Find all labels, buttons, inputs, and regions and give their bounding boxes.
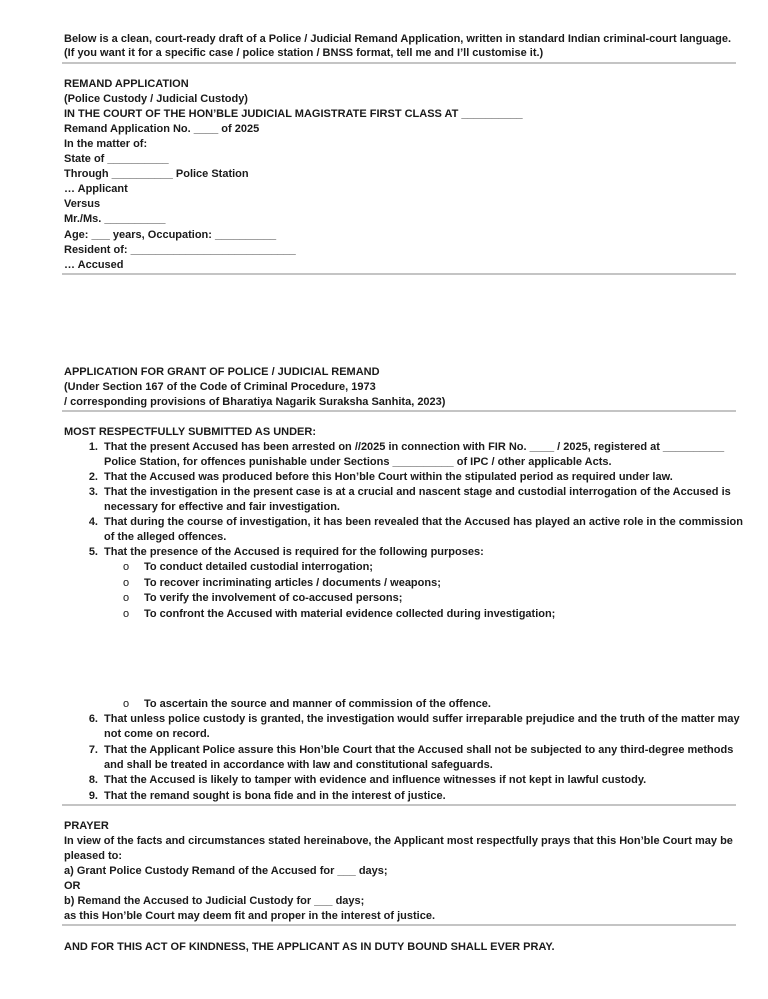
item-text: That during the course of investigation, it has been revealed that the Accused has played an active role in the commission <box>104 516 743 528</box>
document-title: REMAND APPLICATION <box>64 78 189 90</box>
item-text: That the investigation in the present case is at a crucial and nascent stage and custodial interrogation of the Accused is <box>104 486 731 498</box>
item-text: That the remand sought is bona fide and in the interest of justice. <box>104 790 446 802</box>
state-line: State of __________ <box>64 153 169 165</box>
item-text: That the present Accused has been arrested on //2025 in connection with FIR No. ____ / 2025, registered at __________ <box>104 441 725 453</box>
item-number: 7. <box>88 744 98 756</box>
prayer-closing: as this Hon’ble Court may deem fit and proper in the interest of justice. <box>64 910 436 922</box>
purpose-text: To confront the Accused with material evidence collected during investigation; <box>144 608 556 620</box>
divider <box>62 804 736 806</box>
accused-name-line: Mr./Ms. __________ <box>64 213 166 225</box>
custody-type: (Police Custody / Judicial Custody) <box>64 93 248 105</box>
divider <box>62 62 736 64</box>
bullet-marker: o <box>123 698 130 710</box>
item-number: 3. <box>88 486 98 498</box>
final-line: AND FOR THIS ACT OF KINDNESS, THE APPLICANT AS IN DUTY BOUND SHALL EVER PRAY. <box>64 941 555 953</box>
prayer-option-b: b) Remand the Accused to Judicial Custody for ___ days; <box>64 895 365 907</box>
item-text: That unless police custody is granted, the investigation would suffer irreparable prejudice and the truth of the matter may <box>104 713 740 725</box>
bullet-marker: o <box>123 561 130 573</box>
versus-label: Versus <box>64 198 101 210</box>
item-text-cont: of the alleged offences. <box>104 531 227 543</box>
applicant-label: … Applicant <box>64 183 128 195</box>
purpose-text: To conduct detailed custodial interrogation; <box>144 561 373 573</box>
court-name: IN THE COURT OF THE HON’BLE JUDICIAL MAGISTRATE FIRST CLASS AT __________ <box>64 108 523 120</box>
item-text: That the Applicant Police assure this Hon’ble Court that the Accused shall not be subjected to any third-degree methods <box>104 744 734 756</box>
prayer-text-cont: pleased to: <box>64 850 123 862</box>
divider <box>62 924 736 926</box>
item-text-cont: and shall be treated in accordance with law and constitutional safeguards. <box>104 759 493 771</box>
submissions-heading: MOST RESPECTFULLY SUBMITTED AS UNDER: <box>64 426 316 438</box>
in-the-matter: In the matter of: <box>64 138 148 150</box>
statute-line-2: / corresponding provisions of Bharatiya Nagarik Suraksha Sanhita, 2023) <box>64 396 446 408</box>
bullet-marker: o <box>123 577 130 589</box>
age-occupation-line: Age: ___ years, Occupation: __________ <box>64 229 277 241</box>
item-number: 1. <box>88 441 98 453</box>
residence-line: Resident of: ___________________________ <box>64 244 296 256</box>
bullet-marker: o <box>123 608 130 620</box>
purpose-text: To ascertain the source and manner of commission of the offence. <box>144 698 491 710</box>
prayer-text: In view of the facts and circumstances stated hereinabove, the Applicant most respectfully prays that this Hon’ble Court may be <box>64 835 733 847</box>
prayer-or: OR <box>64 880 81 892</box>
prayer-heading: PRAYER <box>64 820 109 832</box>
item-number: 2. <box>88 471 98 483</box>
item-number: 5. <box>88 546 98 558</box>
statute-line-1: (Under Section 167 of the Code of Criminal Procedure, 1973 <box>64 381 376 393</box>
purpose-text: To verify the involvement of co-accused persons; <box>144 592 403 604</box>
divider <box>62 410 736 412</box>
item-number: 8. <box>88 774 98 786</box>
police-station-line: Through __________ Police Station <box>64 168 249 180</box>
item-number: 4. <box>88 516 98 528</box>
accused-label: … Accused <box>64 259 124 271</box>
bullet-marker: o <box>123 592 130 604</box>
application-number: Remand Application No. ____ of 2025 <box>64 123 260 135</box>
item-text-cont: necessary for effective and fair investigation. <box>104 501 340 513</box>
item-text-cont: not come on record. <box>104 728 210 740</box>
purpose-text: To recover incriminating articles / documents / weapons; <box>144 577 441 589</box>
divider <box>62 273 736 275</box>
prayer-option-a: a) Grant Police Custody Remand of the Accused for ___ days; <box>64 865 388 877</box>
item-text: That the Accused was produced before this Hon’ble Court within the stipulated period as required under law. <box>104 471 673 483</box>
intro-line-1: Below is a clean, court-ready draft of a Police / Judicial Remand Application, written in standard Indian criminal-court language. <box>64 33 732 45</box>
application-title: APPLICATION FOR GRANT OF POLICE / JUDICIAL REMAND <box>64 366 380 378</box>
item-number: 9. <box>88 790 98 802</box>
item-text-cont: Police Station, for offences punishable under Sections __________ of IPC / other applicable Acts. <box>104 456 612 468</box>
item-text: That the presence of the Accused is required for the following purposes: <box>104 546 484 558</box>
intro-line-2: (If you want it for a specific case / police station / BNSS format, tell me and I’ll customise it.) <box>64 47 544 59</box>
item-text: That the Accused is likely to tamper with evidence and influence witnesses if not kept in lawful custody. <box>104 774 647 786</box>
item-number: 6. <box>88 713 98 725</box>
